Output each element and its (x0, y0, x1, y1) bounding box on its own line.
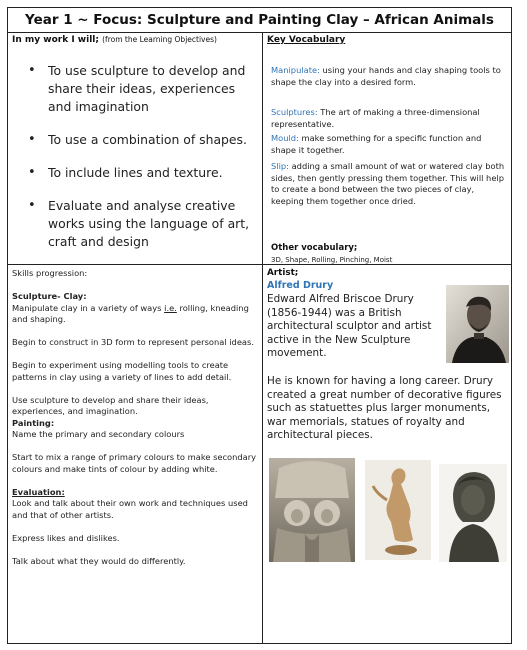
artist-portrait-image (446, 285, 509, 363)
vocab-definition: adding a small amount of wat or watered clay both sides, then gently pressing them together. This will help to create a bond between the two pieces of clay, keeping them together once dried. (271, 161, 505, 206)
vocabulary-heading: Key Vocabulary (267, 35, 346, 45)
worksheet (7, 7, 512, 644)
objective-item: • To include lines and texture. (26, 164, 258, 182)
skill-text: i.e. (164, 302, 177, 313)
artist-bio: Edward Alfred Briscoe Drury (1856-1944) was a British architectural sculptor and artist active in the New Sculpture movement. (267, 293, 432, 360)
objective-item: • To use a combination of shapes. (26, 131, 258, 149)
other-vocabulary-words: 3D, Shape, Rolling, Pinching, Moist (271, 256, 393, 264)
skill-item: Talk about what they would do differently. (12, 555, 186, 566)
bronze-bust-image (439, 464, 507, 562)
vocab-entry-slip (271, 161, 507, 207)
skill-item: Begin to construct in 3D form to represent personal ideas. (12, 337, 254, 347)
vocab-term: Manipulate: (271, 65, 320, 75)
objectives-cell (8, 32, 263, 265)
vocab-definition: using your hands and clay shaping tools to shape the clay into a desired form. (271, 65, 501, 87)
objectives-heading-text: In my work I will; (12, 35, 99, 45)
objectives-note: (from the Learning Objectives) (102, 35, 217, 44)
vocab-definition: make something for a specific function and shape it together. (271, 133, 482, 155)
painting-heading: Painting: (12, 417, 55, 428)
vocab-entry-manipulate (271, 65, 507, 88)
artist-heading: Artist; (267, 268, 299, 278)
skill-item: Use sculpture to develop and share their ideas, experiences, and imagination. (12, 394, 209, 416)
vocab-term: Mould: (271, 133, 299, 143)
stone-relief-image (269, 458, 355, 562)
objectives-heading (12, 35, 217, 45)
artist-cell (263, 265, 511, 643)
vocab-entry-sculptures (271, 107, 507, 130)
vocab-definition: The art of making a three-dimensional representative. (271, 107, 480, 129)
skill-item: Begin to experiment using modelling tools to create patterns in clay using a variety of lines to add detail. (12, 360, 232, 382)
skills-cell (8, 265, 263, 643)
skill-item: Start to mix a range of primary colours to make secondary colours and make tints of colour by adding white. (12, 452, 257, 474)
skills-heading: Skills progression: (12, 268, 88, 278)
skill-text: Manipulate clay in a variety of ways (12, 302, 165, 313)
vocabulary-cell (263, 32, 511, 265)
skill-text: rolling, kneading and shaping. (12, 302, 249, 324)
statuette-image (365, 460, 431, 560)
vocab-term: Sculptures: (271, 107, 318, 117)
other-vocabulary-heading: Other vocabulary; (271, 243, 358, 253)
objective-item: • To use sculpture to develop and share their ideas, experiences and imagination (26, 62, 258, 116)
artist-name: Alfred Drury (267, 280, 334, 291)
skill-item: Look and talk about their own work and techniques used and that of other artists. (12, 498, 248, 520)
objectives-list (26, 62, 258, 265)
skill-item: Name the primary and secondary colours (12, 429, 185, 439)
skills-content (12, 268, 258, 567)
evaluation-heading: Evaluation: (12, 486, 65, 497)
sculpture-heading: Sculpture- Clay: (12, 291, 87, 301)
skill-item: Express likes and dislikes. (12, 532, 120, 543)
skill-item (12, 303, 258, 326)
objective-item: • Evaluate and analyse creative works using the language of art, craft and design (26, 197, 258, 251)
artist-description: He is known for having a long career. Drury created a great number of decorative figures such as statuettes plus larger monuments, war memorials, statues of royalty and architectural pieces. (267, 375, 502, 442)
page-title: Year 1 ~ Focus: Sculpture and Painting Clay – African Animals (8, 8, 511, 33)
vocab-entry-mould (271, 133, 507, 156)
vocab-term: Slip: (271, 161, 289, 171)
